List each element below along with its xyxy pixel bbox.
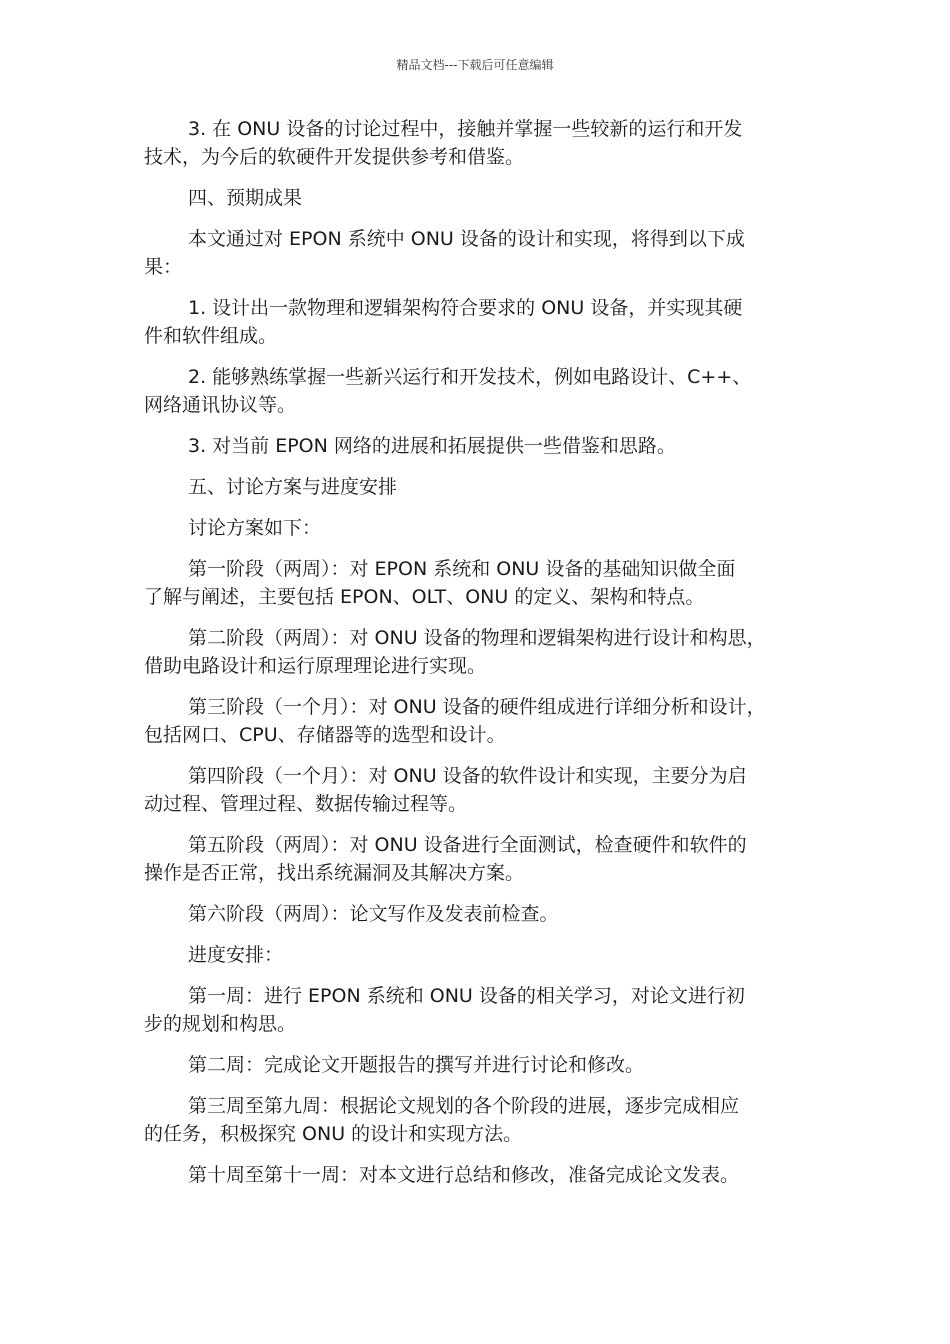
paragraph-week-10-11 [144,1161,824,1189]
paragraph-line: 第三周至第九周：根据论文规划的各个阶段的进展，逐步完成相应 [188,1095,740,1117]
paragraph-line: 2. 能够熟练掌握一些新兴运行和开发技术，例如电路设计、C++、 [188,366,752,388]
paragraph-line: 技术，为今后的软硬件开发提供参考和借鉴。 [144,146,525,168]
paragraph-stage-5 [144,831,824,887]
section-heading-text: 四、预期成果 [188,187,303,209]
paragraph-line: 3. 对当前 EPON 网络的进展和拓展提供一些借鉴和思路。 [188,435,676,457]
paragraph-week-1 [144,982,824,1038]
paragraph-line: 网络通讯协议等。 [144,394,297,416]
paragraph-plan-intro [144,514,824,542]
paragraph-line: 果： [144,256,183,278]
paragraph-stage-1 [144,555,824,611]
paragraph-stage-4 [144,762,824,818]
paragraph-week-3-9 [144,1092,824,1148]
paragraph-line: 操作是否正常，找出系统漏洞及其解决方案。 [144,862,525,884]
paragraph-line: 借助电路设计和运行原理理论进行实现。 [144,655,487,677]
paragraph-stage-3 [144,693,824,749]
paragraph-line: 第五阶段（两周）：对 ONU 设备进行全面测试，检查硬件和软件的 [188,834,747,856]
paragraph-line: 第六阶段（两周）：论文写作及发表前检查。 [188,903,559,925]
paragraph-line: 第一阶段（两周）：对 EPON 系统和 ONU 设备的基础知识做全面 [188,558,736,580]
paragraph-line: 动过程、管理过程、数据传输过程等。 [144,793,468,815]
paragraph-research-goal-3 [144,115,824,171]
paragraph-line: 第二阶段（两周）：对 ONU 设备的物理和逻辑架构进行设计和构思， [188,627,766,649]
paragraph-line: 第十周至第十一周：对本文进行总结和修改，准备完成论文发表。 [188,1164,740,1186]
paragraph-line: 第一周：进行 EPON 系统和 ONU 设备的相关学习，对论文进行初 [188,985,745,1007]
paragraph-week-2 [144,1051,824,1079]
paragraph-line: 3. 在 ONU 设备的讨论过程中，接触并掌握一些较新的运行和开发 [188,118,743,140]
paragraph-line: 了解与阐述，主要包括 EPON、OLT、ONU 的定义、架构和特点。 [144,586,705,608]
paragraph-line: 件和软件组成。 [144,325,278,347]
page-header: 精品文档---下载后可任意编辑 [396,58,554,72]
paragraph-line: 本文通过对 EPON 系统中 ONU 设备的设计和实现，将得到以下成 [188,228,745,250]
paragraph-line: 第三阶段（一个月）：对 ONU 设备的硬件组成进行详细分析和设计， [188,696,766,718]
section-heading-expected-results [144,184,824,212]
paragraph-line: 进度安排： [188,944,284,966]
section-heading-text: 五、讨论方案与进度安排 [188,476,398,498]
paragraph-result-1 [144,294,824,350]
paragraph-line: 第四阶段（一个月）：对 ONU 设备的软件设计和实现，主要分为启 [188,765,747,787]
paragraph-line: 1. 设计出一款物理和逻辑架构符合要求的 ONU 设备，并实现其硬 [188,297,743,319]
paragraph-result-2 [144,363,824,419]
paragraph-stage-2 [144,624,824,680]
paragraph-line: 第二周：完成论文开题报告的撰写并进行讨论和修改。 [188,1054,645,1076]
paragraph-line: 包括网口、CPU、存储器等的选型和设计。 [144,724,506,746]
paragraph-line: 讨论方案如下： [188,517,322,539]
document-body [144,115,824,1202]
paragraph-result-3 [144,432,824,460]
paragraph-stage-6 [144,900,824,928]
paragraph-line: 的任务，积极探究 ONU 的设计和实现方法。 [144,1123,523,1145]
paragraph-schedule-intro [144,941,824,969]
section-heading-plan-schedule [144,473,824,501]
paragraph-results-intro [144,225,824,281]
paragraph-line: 步的规划和构思。 [144,1013,297,1035]
